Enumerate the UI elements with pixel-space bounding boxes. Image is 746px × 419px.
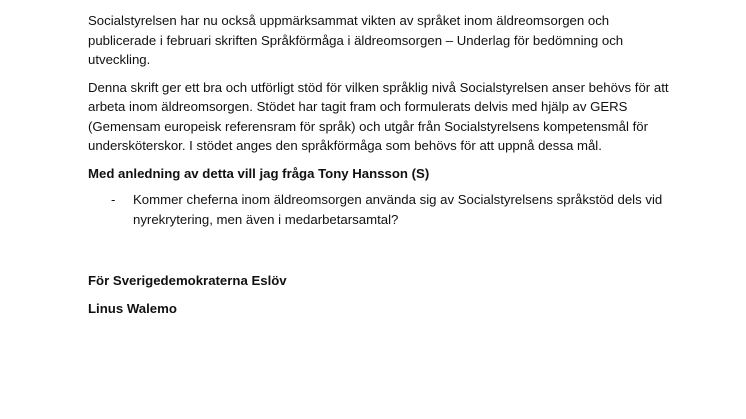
question-text: Kommer cheferna inom äldreomsorgen använda sig av Socialstyrelsens språkstöd dels vid nyrekrytering, men även i medarbetarsamtal?: [133, 192, 663, 227]
list-dash-marker: -: [111, 192, 116, 207]
document-page: [88, 11, 678, 326]
question-item: [88, 190, 693, 229]
signature-name: Linus Walemo: [88, 300, 177, 316]
body-paragraph: Socialstyrelsen har nu också uppmärksammat vikten av språket inom äldreomsorgen och publicerade i februari skriften Språkförmåga i äldreomsorgen – Underlag för bedömning och utveckling.: [88, 13, 624, 67]
question-list: [88, 190, 678, 229]
question-heading: Med anledning av detta vill jag fråga Tony Hansson (S): [88, 165, 430, 181]
signature-block: [88, 271, 678, 318]
body-paragraph: Denna skrift ger ett bra och utförligt stöd för vilken språklig nivå Socialstyrelsen anser behövs för att arbeta inom äldreomsorgen. Stödet har tagit fram och formulerats delvis med hjälp av GERS (Gemensam europeisk referensram för språk) och utgår från Socialstyrelsens kompetensmål för undersköterskor. I stödet anges den språkförmåga som behövs för att uppnå dessa mål.: [88, 79, 669, 153]
signature-party: För Sverigedemokraterna Eslöv: [88, 273, 287, 288]
